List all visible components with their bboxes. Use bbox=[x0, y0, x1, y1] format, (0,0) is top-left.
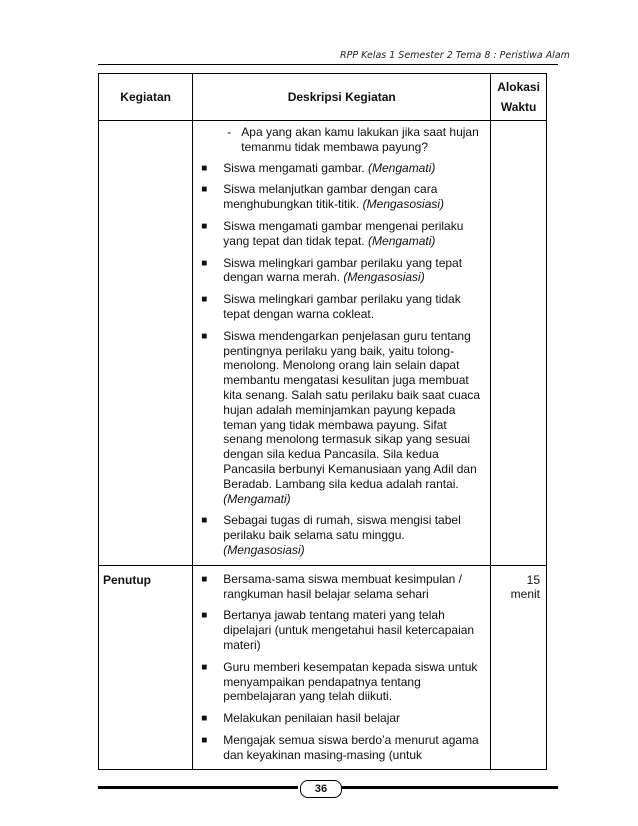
square-bullet-icon: ■ bbox=[201, 294, 208, 306]
list-item: ■ Guru memberi kesempatan kepada siswa untuk menyampaikan pendapatnya tentang pembelajaran yang telah diikuti. bbox=[201, 659, 478, 704]
header-rule bbox=[98, 64, 558, 65]
list-item: ■ Bersama-sama siswa membuat kesimpulan / rangkuman hasil belajar selama sehari bbox=[201, 571, 463, 601]
list-item: ■ Siswa melanjutkan gambar dengan cara menghubungkan titik-titik. (Mengasosiasi) bbox=[201, 182, 445, 212]
list-item: ■ Siswa mengamati gambar mengenai perilaku yang tepat dan tidak tepat. (Mengamati) bbox=[201, 218, 464, 248]
page-number: 36 bbox=[300, 780, 342, 798]
square-bullet-icon: ■ bbox=[201, 220, 208, 232]
footer-rule-right bbox=[342, 786, 558, 789]
square-bullet-icon: ■ bbox=[201, 257, 208, 269]
list-item: ■ Bertanya jawab tentang materi yang telah dipelajari (untuk mengetahui hasil ketercapaian materi) bbox=[201, 608, 475, 652]
table-row bbox=[99, 565, 547, 770]
cell-kegiatan bbox=[99, 121, 193, 566]
col-alokasi-line2: Waktu bbox=[500, 100, 537, 114]
square-bullet-icon: ■ bbox=[201, 661, 208, 673]
list-item: ■ Siswa melingkari gambar perilaku yang tidak tepat dengan warna cokleat. bbox=[201, 292, 461, 321]
cell-kegiatan-penutup: Penutup bbox=[99, 565, 193, 770]
col-deskripsi: Deskripsi Kegiatan bbox=[193, 74, 491, 121]
list-item: ■ Mengajak semua siswa berdo’a menurut agama dan keyakinan masing-masing (untuk bbox=[201, 732, 479, 762]
dash-icon: - bbox=[227, 125, 232, 139]
square-bullet-icon: ■ bbox=[201, 184, 208, 196]
square-bullet-icon: ■ bbox=[201, 610, 208, 622]
table-header-row bbox=[99, 74, 547, 121]
col-kegiatan: Kegiatan bbox=[99, 74, 193, 121]
footer-rule-left bbox=[98, 786, 298, 789]
col-alokasi-line1: Alokasi bbox=[497, 80, 540, 94]
cell-alokasi bbox=[491, 121, 547, 566]
list-item: ■ Siswa melingkari gambar perilaku yang tepat dengan warna merah. (Mengasosiasi) bbox=[201, 255, 463, 285]
running-header: RPP Kelas 1 Semester 2 Tema 8 : Peristiwa Alam bbox=[340, 50, 570, 61]
square-bullet-icon: ■ bbox=[201, 713, 208, 725]
list-item: ■ Melakukan penilaian hasil belajar bbox=[201, 711, 401, 726]
lesson-table bbox=[98, 73, 547, 770]
list-item: ■ Siswa mendengarkan penjelasan guru tentang pentingnya perilaku yang baik, yaitu tolong-menolong. Menolong orang lain selain dapat membantu mengatasi kesulitan juga membuat kita senang. Salah satu perilaku baik saat cuaca hujan adalah meminjamkan payung kepada teman yang tidak membawa payung. Sifat senang menolong termasuk sikap yang sesuai dengan sila kedua Pancasila. Sila kedua Pancasila berbunyi Kemanusiaan yang Adil dan Beradab. Lambang sila kedua adalah rantai. (Mengamati) bbox=[201, 328, 481, 506]
list-item: ■ Sebagai tugas di rumah, siswa mengisi tabel perilaku baik selama satu minggu. (Mengasosiasi) bbox=[201, 513, 461, 557]
table-row bbox=[99, 121, 547, 566]
cell-deskripsi bbox=[193, 121, 491, 566]
square-bullet-icon: ■ bbox=[201, 573, 208, 585]
cell-deskripsi-penutup bbox=[193, 565, 491, 770]
square-bullet-icon: ■ bbox=[201, 330, 208, 342]
list-item: - Apa yang akan kamu lakukan jika saat hujan temanmu tidak membawa payung? bbox=[227, 125, 479, 154]
square-bullet-icon: ■ bbox=[201, 734, 208, 746]
col-alokasi bbox=[491, 74, 547, 121]
list-item: ■ Siswa mengamati gambar. (Mengamati) bbox=[201, 160, 436, 175]
square-bullet-icon: ■ bbox=[201, 162, 208, 174]
square-bullet-icon: ■ bbox=[201, 515, 208, 527]
cell-alokasi-penutup: 15 menit bbox=[491, 565, 547, 770]
